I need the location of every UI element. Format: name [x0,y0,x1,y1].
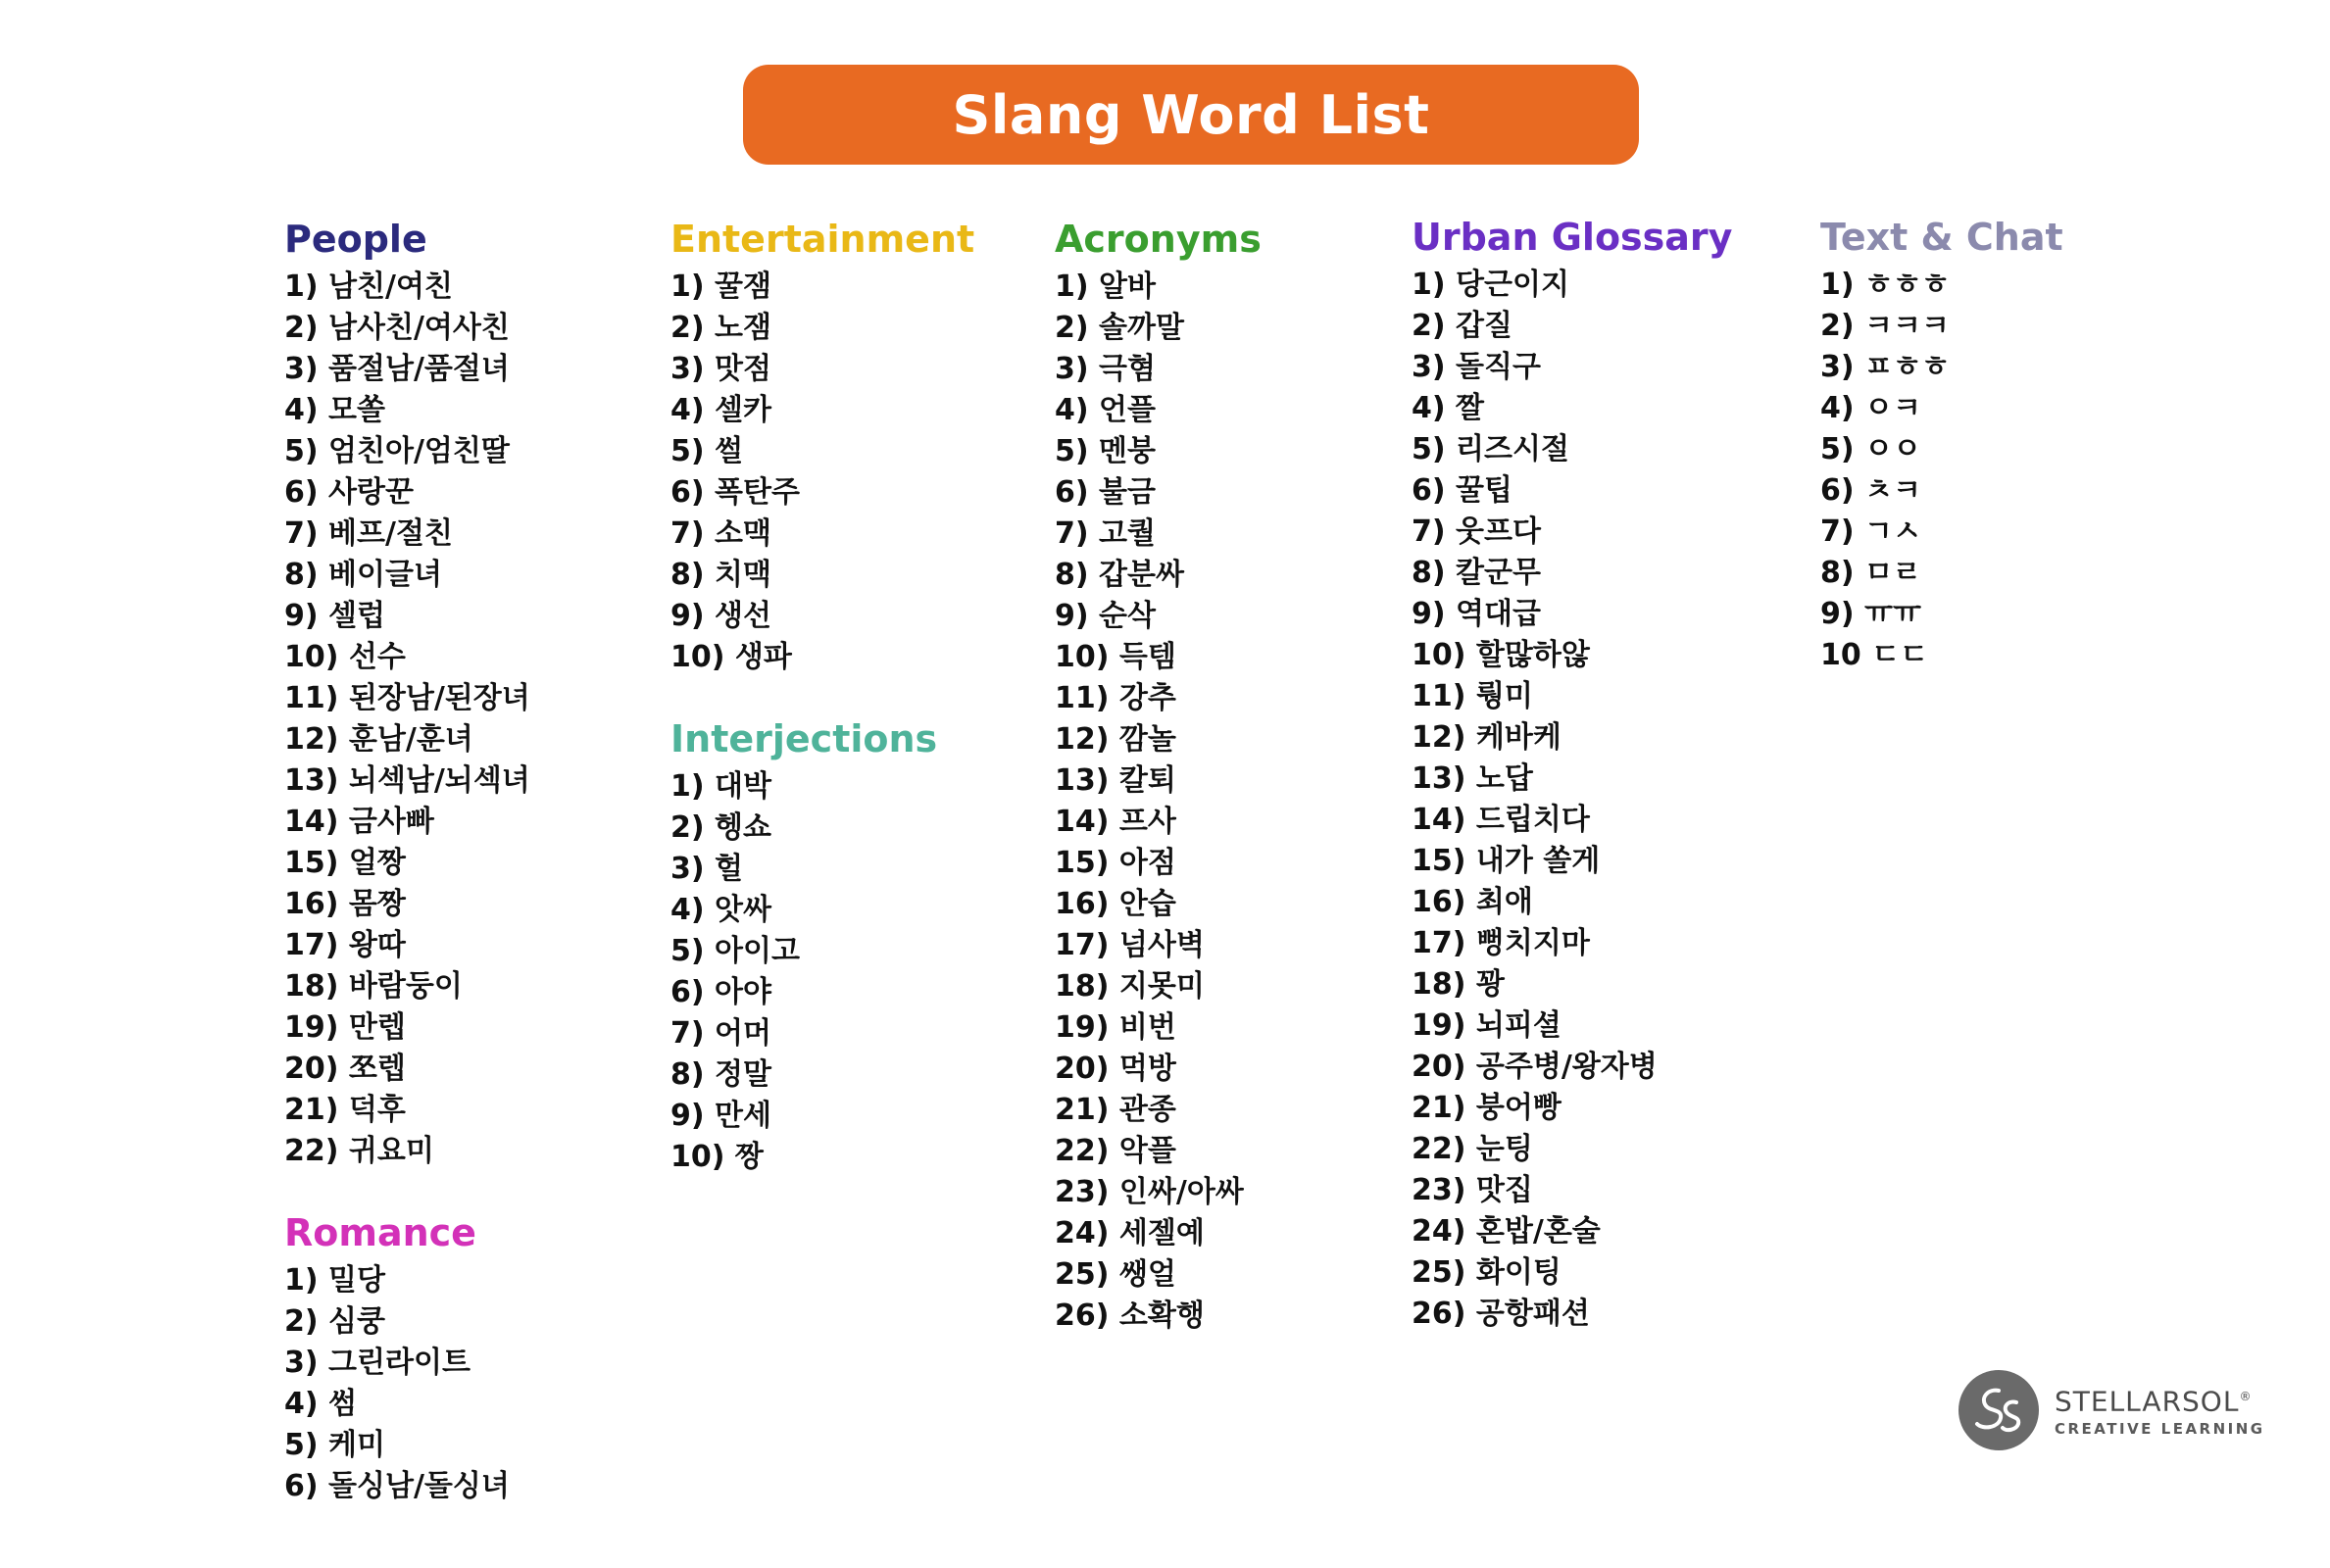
list-item: 1) 남친/여친 [284,270,453,304]
list-interjections [670,766,974,1178]
list-item: 13) 노답 [1412,761,1533,796]
list-item: 23) 맛집 [1412,1173,1533,1207]
list-item: 16) 최애 [1412,885,1533,919]
list-item: 21) 붕어빵 [1412,1091,1562,1125]
list-item: 9) 만세 [670,1099,771,1133]
list-item: 9) 셀럽 [284,599,385,633]
list-item: 21) 관종 [1055,1093,1176,1127]
section-title-acronyms: Acronyms [1055,218,1262,261]
list-item: 14) 드립치다 [1412,803,1590,837]
list-item: 2) ㅋㅋㅋ [1820,309,1950,343]
list-item: 1) 밀당 [284,1263,385,1298]
list-item: 10) 득템 [1055,640,1176,674]
section-title-urban-glossary: Urban Glossary [1412,216,1733,259]
list-item: 11) 강추 [1055,681,1176,715]
logo-name: STELLARSOL® [2055,1385,2253,1418]
list-item: 1) 당근이지 [1412,268,1569,302]
column-urban-glossary [1412,210,1732,1335]
list-item: 20) 먹방 [1055,1052,1176,1086]
section-title-entertainment: Entertainment [670,218,975,261]
list-item: 16) 안습 [1055,887,1176,921]
list-item: 13) 칼퇴 [1055,763,1176,798]
list-item: 1) 알바 [1055,270,1156,304]
list-item: 6) 사랑꾼 [284,475,414,510]
list-item: 15) 얼짱 [284,846,406,880]
list-item: 20) 공주병/왕자병 [1412,1050,1658,1084]
list-item: 26) 공항패션 [1412,1297,1590,1331]
list-item: 15) 아점 [1055,846,1176,880]
list-item: 18) 꽝 [1412,967,1505,1002]
list-item: 4) 짤 [1412,391,1485,425]
list-acronyms [1055,267,1262,1337]
list-item: 14) 금사빠 [284,805,434,839]
section-title-people: People [284,218,427,261]
list-item: 10) 짱 [670,1140,764,1174]
list-item: 22) 악플 [1055,1134,1176,1168]
list-item: 17) 왕따 [284,928,406,962]
list-item: 8) ㅁㄹ [1820,556,1921,590]
list-item: 2) 헹쇼 [670,810,771,845]
list-item: 2) 솔까말 [1055,311,1184,345]
list-item: 24) 혼밥/혼술 [1412,1214,1601,1249]
list-item: 9) 순삭 [1055,599,1156,633]
list-item: 17) 넘사벽 [1055,928,1205,962]
list-item: 7) 고퀄 [1055,516,1156,551]
column-people-romance [284,212,530,1507]
list-item: 15) 내가 쏠게 [1412,844,1601,878]
list-item: 5) ㅇㅇ [1820,432,1921,466]
list-people [284,267,530,1172]
list-item: 9) 역대급 [1412,597,1541,631]
list-item: 24) 세젤예 [1055,1216,1205,1250]
list-item: 13) 뇌섹남/뇌섹녀 [284,763,530,798]
list-item: 22) 눈팅 [1412,1132,1533,1166]
list-item: 4) 셀카 [670,393,771,427]
list-item: 26) 소확행 [1055,1298,1205,1333]
list-item: 3) 헐 [670,852,744,886]
list-item: 12) 깜놀 [1055,722,1176,757]
column-acronyms [1055,212,1262,1337]
list-item: 19) 만렙 [284,1010,406,1045]
list-item: 9) 생선 [670,599,771,633]
list-item: 20) 쪼렙 [284,1052,406,1086]
list-item: 4) ㅇㅋ [1820,391,1921,425]
list-item: 25) 쌩얼 [1055,1257,1176,1292]
list-item: 4) 언플 [1055,393,1156,427]
list-item: 14) 프사 [1055,805,1176,839]
column-entertainment-interjections [670,212,974,1178]
list-item: 5) 썰 [670,434,744,468]
list-item: 5) 멘붕 [1055,434,1156,468]
list-item: 2) 노잼 [670,311,771,345]
list-item: 11) 된장남/된장녀 [284,681,530,715]
list-item: 3) 돌직구 [1412,350,1541,384]
page-title: Slang Word List [952,83,1430,146]
list-item: 3) 맛점 [670,352,771,386]
list-item: 4) 모쏠 [284,393,385,427]
list-item: 11) 뤙미 [1412,679,1533,713]
list-item: 25) 화이팅 [1412,1255,1562,1290]
list-item: 7) 어머 [670,1016,771,1051]
list-item: 22) 귀요미 [284,1134,434,1168]
list-item: 3) 품절남/품절녀 [284,352,510,386]
list-item: 6) 꿀팁 [1412,473,1512,508]
list-item: 1) 대박 [670,769,771,804]
list-item: 5) 엄친아/엄친딸 [284,434,510,468]
list-item: 8) 정말 [670,1057,771,1092]
list-item: 10) 선수 [284,640,406,674]
list-item: 3) 그린라이트 [284,1346,471,1380]
list-item: 10) 할많하않 [1412,638,1590,672]
logo-tagline: CREATIVE LEARNING [2055,1419,2265,1438]
list-item: 2) 심쿵 [284,1304,385,1339]
list-item: 5) 리즈시절 [1412,432,1569,466]
column-text-chat [1820,210,2063,676]
list-item: 3) 극혐 [1055,352,1156,386]
list-romance [284,1260,530,1507]
list-item: 6) ㅊㅋ [1820,473,1921,508]
section-title-text-chat: Text & Chat [1820,216,2063,259]
list-item: 7) 소맥 [670,516,771,551]
list-item: 7) ㄱㅅ [1820,514,1921,549]
list-item: 4) 썸 [284,1387,358,1421]
title-banner [743,65,1639,165]
list-item: 21) 덕후 [284,1093,406,1127]
list-item: 19) 비번 [1055,1010,1176,1045]
list-item: 6) 불금 [1055,475,1156,510]
list-item: 5) 케미 [284,1428,385,1462]
list-item: 10 ㄷㄷ [1820,638,1929,672]
list-entertainment [670,267,974,678]
list-item: 6) 돌싱남/돌싱녀 [284,1469,510,1503]
list-item: 6) 폭탄주 [670,475,800,510]
section-title-romance: Romance [284,1211,476,1254]
list-item: 2) 갑질 [1412,309,1512,343]
stellarsol-logo-icon [1958,1370,2039,1450]
section-title-interjections: Interjections [670,717,938,760]
stellarsol-logo [1958,1368,2265,1452]
list-item: 6) 아야 [670,975,771,1009]
list-item: 5) 아이고 [670,934,800,968]
list-item: 9) ㅠㅠ [1820,597,1921,631]
list-item: 8) 갑분싸 [1055,558,1184,592]
list-item: 12) 훈남/훈녀 [284,722,473,757]
list-item: 7) 웃프다 [1412,514,1541,549]
list-item: 19) 뇌피셜 [1412,1008,1562,1043]
list-item: 3) ㅍㅎㅎ [1820,350,1950,384]
list-item: 18) 바람둥이 [284,969,463,1004]
list-item: 1) ㅎㅎㅎ [1820,268,1950,302]
list-item: 8) 치맥 [670,558,771,592]
list-item: 23) 인싸/아싸 [1055,1175,1244,1209]
list-item: 2) 남사친/여사친 [284,311,510,345]
list-text-chat [1820,265,2063,676]
list-item: 12) 케바케 [1412,720,1562,755]
list-item: 7) 베프/절친 [284,516,453,551]
list-item: 16) 몸짱 [284,887,406,921]
list-item: 8) 칼군무 [1412,556,1541,590]
list-item: 1) 꿀잼 [670,270,771,304]
list-item: 4) 앗싸 [670,893,771,927]
list-item: 17) 뻥치지마 [1412,926,1590,960]
list-item: 10) 생파 [670,640,792,674]
list-item: 8) 베이글녀 [284,558,442,592]
list-urban-glossary [1412,265,1732,1335]
list-item: 18) 지못미 [1055,969,1205,1004]
